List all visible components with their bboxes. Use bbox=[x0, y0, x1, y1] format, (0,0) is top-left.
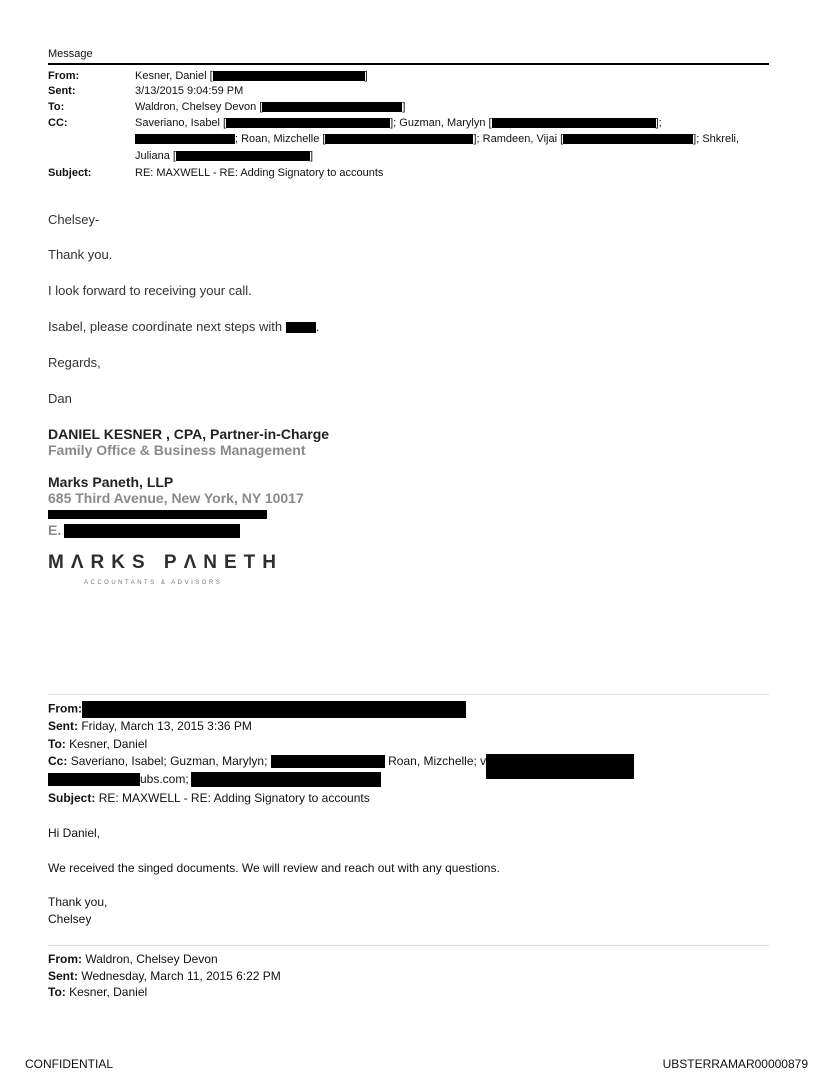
fw2-from: From: Waldron, Chelsey Devon bbox=[48, 952, 218, 966]
redaction-box bbox=[563, 134, 693, 144]
header-rule bbox=[48, 63, 769, 65]
message-title: Message bbox=[48, 48, 93, 60]
redaction-box bbox=[325, 134, 473, 144]
greeting: Chelsey- bbox=[48, 212, 100, 227]
redaction-box bbox=[82, 701, 466, 718]
fw1-cc: Cc: Saveriano, Isabel; Guzman, Marylyn; Roan, Mizchelle; v bbox=[48, 754, 634, 779]
separator-line bbox=[48, 945, 769, 946]
redaction-box bbox=[486, 754, 634, 779]
redaction-box bbox=[213, 71, 365, 81]
signature-address: 685 Third Avenue, New York, NY 10017 bbox=[48, 490, 304, 506]
to-value: Waldron, Chelsey Devon [ ] bbox=[135, 101, 406, 113]
fw2-sent: Sent: Wednesday, March 11, 2015 6:22 PM bbox=[48, 969, 281, 983]
fw2-to: To: Kesner, Daniel bbox=[48, 985, 148, 999]
redaction-box bbox=[48, 773, 140, 786]
redaction-box bbox=[48, 510, 267, 519]
body-paragraph: Thank you. bbox=[48, 247, 113, 262]
redaction-box bbox=[64, 524, 240, 538]
fw1-signoff: Chelsey bbox=[48, 912, 92, 926]
fw1-closing: Thank you, bbox=[48, 895, 108, 909]
separator-line bbox=[48, 694, 769, 695]
redaction-box bbox=[226, 118, 390, 128]
cc-label: CC: bbox=[48, 117, 68, 129]
subject-label: Subject: bbox=[48, 167, 92, 179]
cc-line-3: Juliana [ ] bbox=[135, 150, 314, 162]
from-value: Kesner, Daniel [ ] bbox=[135, 70, 368, 82]
body-paragraph: Dan bbox=[48, 391, 72, 406]
body-paragraph: Isabel, please coordinate next steps with . bbox=[48, 319, 320, 334]
fw1-to: To: Kesner, Daniel bbox=[48, 737, 148, 751]
fw1-cc-cont: ubs.com; bbox=[48, 772, 381, 787]
signature-name: DANIEL KESNER , CPA, Partner-in-Charge bbox=[48, 426, 330, 442]
footer-confidential: CONFIDENTIAL bbox=[25, 1057, 114, 1071]
to-label: To: bbox=[48, 101, 65, 113]
cc-line-2: ; Roan, Mizchelle [ ]; Ramdeen, Vijai [ ]; Shkreli, bbox=[135, 133, 739, 145]
redaction-box bbox=[135, 134, 235, 144]
redaction-box bbox=[176, 151, 310, 161]
redaction-box bbox=[191, 772, 381, 787]
redaction-box bbox=[492, 118, 656, 128]
sent-label: Sent: bbox=[48, 85, 76, 97]
to-name: Waldron, Chelsey Devon [ bbox=[135, 101, 263, 113]
from-label: From: bbox=[48, 70, 80, 82]
subject-value: RE: MAXWELL - RE: Adding Signatory to accounts bbox=[135, 167, 384, 179]
fw1-subject: Subject: RE: MAXWELL - RE: Adding Signatory to accounts bbox=[48, 791, 370, 805]
sent-value: 3/13/2015 9:04:59 PM bbox=[135, 85, 244, 97]
signature-email: E. bbox=[48, 522, 62, 538]
signature-firm: Marks Paneth, LLP bbox=[48, 474, 174, 490]
fw1-greeting: Hi Daniel, bbox=[48, 826, 101, 840]
signature-department: Family Office & Business Management bbox=[48, 442, 306, 458]
redaction-box bbox=[262, 102, 402, 112]
fw1-sent: Sent: Friday, March 13, 2015 3:36 PM bbox=[48, 719, 252, 733]
body-paragraph: I look forward to receiving your call. bbox=[48, 283, 252, 298]
redaction-box bbox=[271, 755, 385, 768]
footer-bates-number: UBSTERRAMAR00000879 bbox=[662, 1057, 808, 1071]
fw1-body: We received the singed documents. We will review and reach out with any questions. bbox=[48, 861, 500, 875]
redaction-box bbox=[286, 322, 316, 333]
cc-line-1: Saveriano, Isabel [ ]; Guzman, Marylyn [ ]; bbox=[135, 117, 662, 129]
fw1-from: From: bbox=[48, 701, 466, 718]
body-paragraph: Regards, bbox=[48, 355, 101, 370]
logo-tagline: ACCOUNTANTS & ADVISORS bbox=[84, 580, 223, 586]
marks-paneth-logo: MΛRKS PΛNETH bbox=[48, 552, 283, 573]
from-name: Kesner, Daniel [ bbox=[135, 70, 213, 82]
